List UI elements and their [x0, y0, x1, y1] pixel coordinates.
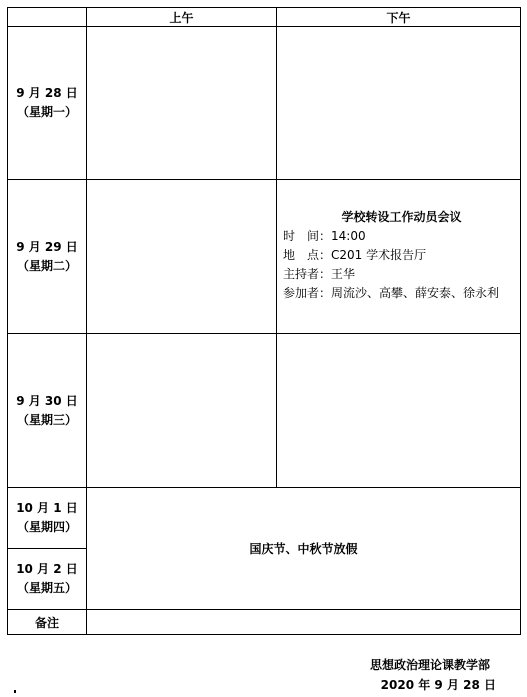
holiday-cell	[87, 488, 521, 610]
header-row	[8, 8, 521, 27]
header-blank	[8, 8, 87, 27]
notes-row	[8, 610, 521, 635]
afternoon-cell	[277, 180, 521, 334]
meeting-notice	[277, 180, 520, 303]
day-weekday: （星期二）	[16, 258, 77, 273]
day-label	[8, 549, 87, 610]
morning-cell	[87, 27, 277, 180]
table-row	[8, 180, 521, 334]
footer-date: 2020 年 9 月 28 日	[380, 678, 496, 692]
holiday-text: 国庆节、中秋节放假	[249, 542, 358, 556]
table-row	[8, 488, 521, 549]
day-weekday: （星期三）	[16, 412, 77, 427]
day-weekday: （星期一）	[16, 105, 77, 119]
meeting-place: 地 点：C201 学术报告厅	[283, 248, 427, 262]
morning-cell	[87, 180, 277, 334]
day-date: 9 月 30 日	[16, 393, 78, 408]
day-date: 10 月 1 日	[16, 501, 78, 515]
meeting-host: 主持者：王华	[283, 267, 356, 281]
meeting-time: 时 间：14:00	[283, 229, 366, 243]
day-label	[8, 180, 87, 334]
day-label	[8, 27, 87, 180]
meeting-participants: 参加者：周流沙、高攀、薛安泰、徐永利	[283, 286, 500, 300]
day-label	[8, 334, 87, 488]
stray-mark	[14, 690, 16, 693]
meeting-title: 学校转设工作动员会议	[341, 210, 462, 224]
header-afternoon: 下午	[277, 8, 521, 27]
notes-cell	[87, 610, 521, 635]
day-label	[8, 488, 87, 549]
day-weekday: （星期四）	[16, 520, 77, 534]
morning-cell	[87, 334, 277, 488]
header-morning: 上午	[87, 8, 277, 27]
day-weekday: （星期五）	[16, 581, 77, 595]
table-row	[8, 27, 521, 180]
weekly-schedule-table	[7, 7, 521, 635]
footer-department: 思想政治理论课教学部	[369, 658, 490, 672]
table-row	[8, 334, 521, 488]
notes-label: 备注	[8, 610, 87, 635]
day-date: 10 月 2 日	[16, 562, 78, 576]
afternoon-cell	[277, 27, 521, 180]
afternoon-cell	[277, 334, 521, 488]
day-date: 9 月 28 日	[16, 86, 78, 100]
day-date: 9 月 29 日	[16, 239, 78, 254]
